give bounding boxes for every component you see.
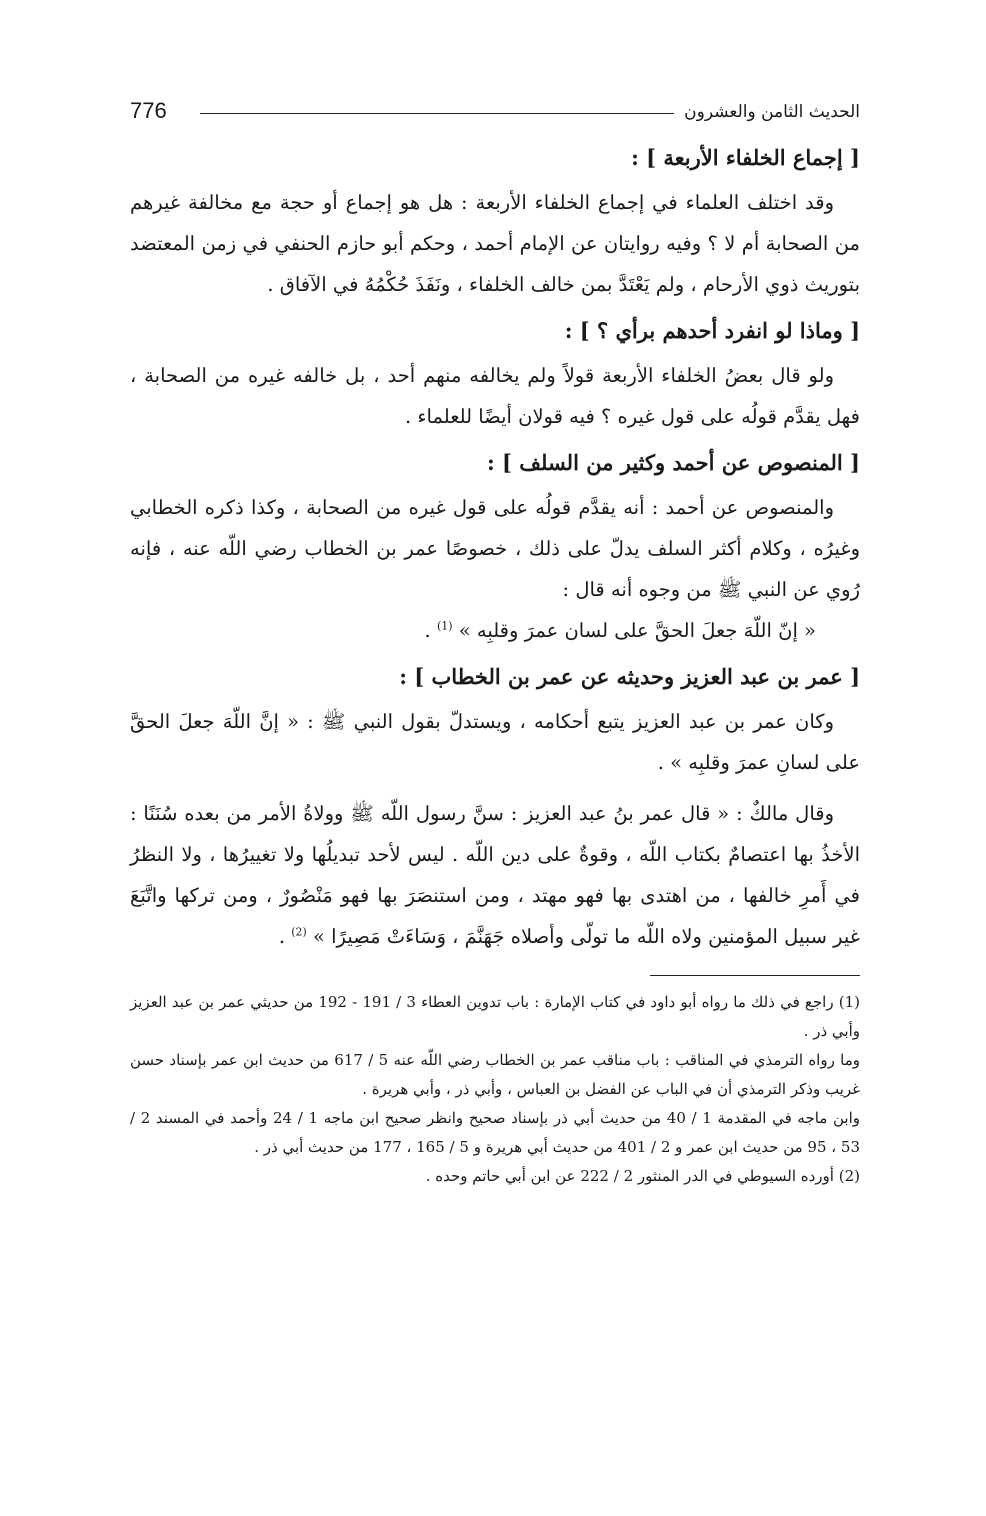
paragraph-umar-abdulaziz-2 xyxy=(130,793,860,957)
paragraph-malik-quote: وقال مالكٌ : « قال عمر بنُ عبد العزيز : سنَّ رسول اللّه ﷺ وولاةُ الأمر من بعده سُنَنًا : الأخذُ بها اعتصامٌ بكتاب اللّه ، وقوةٌ على دين اللّه . ليس لأحد تبديلُها ولا تغييرُها ، ولا النظرُ في أَمرِ خالفها ، من اهتدى بها فهو مهتد ، ومن استنصَرَ بها فهو مَنْصُورٌ ، ومن تركها واتَّبَعَ غير سبيل المؤمنين ولاه اللّه ما تولّى وأصلاه جَهَنَّمَ ، وَسَاءَتْ مَصِيرًا » xyxy=(130,802,860,948)
page-header xyxy=(130,96,860,132)
footnote-ref-1: (1) xyxy=(436,619,453,633)
footnote-divider xyxy=(650,975,860,976)
section-heading-ahmad: [ المنصوص عن أحمد وكثير من السلف ] : xyxy=(486,450,860,475)
book-page xyxy=(130,96,860,1436)
footnote-ref-2: (2) xyxy=(291,925,307,939)
paragraph-ahmad: والمنصوص عن أحمد : أنه يقدَّم قولُه على قول غيره من الصحابة ، وكذا ذكره الخطابي وغيرُه ، وكلام أكثر السلف يدلّ على ذلك ، خصوصًا عمر بن الخطاب رضي اللّه عنه ، فإنه رُوي عن النبي ﷺ من وجوه أنه قال : xyxy=(130,496,860,601)
hadith-quote-end: . xyxy=(424,619,437,642)
footnote-2: (2) أورده السيوطي في الدر المنثور 2 / 222 عن ابن أبي حاتم وحده . xyxy=(425,1167,860,1185)
header-rule xyxy=(200,113,690,114)
paragraph-umar-abdulaziz-1: وكان عمر بن عبد العزيز يتبع أحكامه ، ويستدلّ بقول النبي ﷺ : « إنَّ اللّهَ جعلَ الحقَّ على لسانِ عمرَ وقلبِه » . xyxy=(130,710,860,774)
paragraph-malik-end: . xyxy=(278,925,292,948)
running-title: الحديث الثامن والعشرون xyxy=(674,98,860,126)
footnote-1: (1) راجع في ذلك ما رواه أبو داود في كتاب الإمارة : باب تدوين العطاء 3 / 191 - 192 من حديثي عمر بن عبد العزيز وأبي ذر . xyxy=(130,993,861,1040)
footnote-1-continued-2: وابن ماجه في المقدمة 1 / 40 من حديث أبي ذر بإسناد صحيح وانظر صحيح ابن ماجه 1 / 24 وأحمد في المسند 2 / 53 ، 95 من حديث ابن عمر و 2 / 401 من حديث أبي هريرة و 5 / 165 ، 177 من حديث أبي ذر . xyxy=(130,1109,861,1156)
paragraph-individual-opinion: ولو قال بعضُ الخلفاء الأربعة قولاً ولم يخالفه منهم أحد ، بل خالفه غيره من الصحابة ، فهل يقدَّم قولُه على قول غيره ؟ فيه قولان أيضًا للعلماء . xyxy=(130,364,860,428)
paragraph-consensus: وقد اختلف العلماء في إجماع الخلفاء الأربعة : هل هو إجماع أو حجة مع مخالفة غيرهم من الصحابة أم لا ؟ وفيه روايتان عن الإمام أحمد ، وحكم أبو حازم الحنفي في زمن المعتضد بتوريث ذوي الأرحام ، ولم يَعْتَدَّ بمن خالف الخلفاء ، ونَفَذَ حُكْمُهُ في الآفاق . xyxy=(130,191,860,296)
section-heading-individual-opinion: [ وماذا لو انفرد أحدهم برأي ؟ ] : xyxy=(564,318,860,343)
hadith-quote-text: « إنّ اللّهَ جعلَ الحقَّ على لسان عمرَ وقلبِه » xyxy=(458,619,816,642)
section-heading-consensus: [ إجماع الخلفاء الأربعة ] : xyxy=(631,145,860,170)
footnote-1-continued: وما رواه الترمذي في المناقب : باب مناقب عمر بن الخطاب رضي اللّه عنه 5 / 617 من حديث ابن عمر بإسناد حسن غريب وذكر الترمذي أن في الباب عن الفضل بن العباس ، وأبي ذر ، وأبي هريرة . xyxy=(130,1051,861,1098)
page-number: 776 xyxy=(130,98,167,123)
hadith-quote xyxy=(130,610,860,651)
section-heading-umar-abdulaziz: [ عمر بن عبد العزيز وحديثه عن عمر بن الخطاب ] : xyxy=(399,664,860,689)
